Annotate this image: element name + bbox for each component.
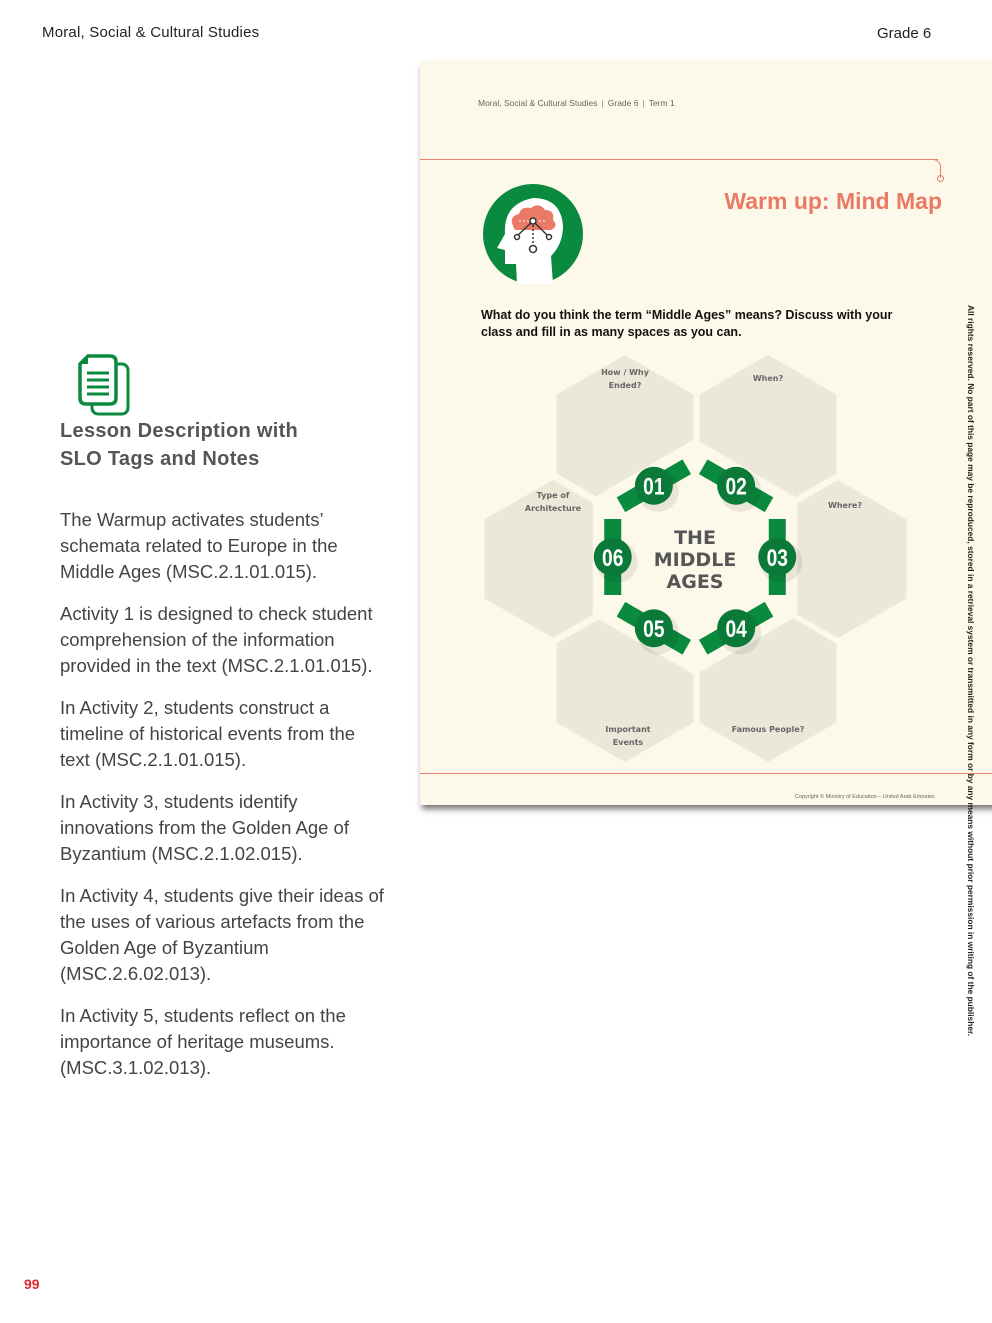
center-title: AGES [666,571,724,593]
badge-number: 06 [602,543,624,572]
badge-number: 05 [643,615,665,643]
center-title: THE [674,527,716,549]
hexagon-label: Where? [828,501,862,510]
lesson-descriptions [60,507,390,1097]
divider-dot [937,175,944,182]
mind-map-diagram [480,350,920,770]
copyright: Copyright © Ministry of Education – United Arab Emirates [795,794,935,800]
lesson-paragraph: In Activity 2, students construct a timeline of historical events from the text (MSC.2.1.01.015). [60,697,356,770]
center-title: MIDDLE [653,549,737,571]
page-number: 99 [24,1276,40,1292]
lesson-paragraph: Activity 1 is designed to check student comprehension of the information provided in the text (MSC.2.1.01.015). [60,603,373,676]
hexagon-label: When? [752,374,784,383]
hexagon-label: Type of Architecture [524,491,582,513]
breadcrumb-term: Term 1 [648,98,675,108]
badge-number: 03 [766,543,788,572]
footer-divider [420,773,992,774]
lesson-paragraph: In Activity 3, students identify innovations from the Golden Age of Byzantium (MSC.2.1.02.015). [60,791,349,864]
header-subject: Moral, Social & Cultural Studies [42,24,260,41]
badge-number: 02 [725,472,747,501]
breadcrumb: Moral, Social & Cultural Studies | Grade 6 | Term 1 [478,98,675,108]
hexagon-label: How / Why Ended? [601,368,649,390]
breadcrumb-subject: Moral, Social & Cultural Studies [478,98,598,108]
divider [420,159,938,160]
lesson-title [60,417,298,473]
hexagon-label: Famous People? [731,725,805,734]
document-icon [78,354,130,416]
rights-text: All rights reserved. No part of this page may be reproduced, stored in a retrieval system or transmitted in any form or by any means without prior permission in writing of the publisher. [966,305,976,1037]
lesson-title-line: Lesson Description with [60,420,299,442]
section-title: Warm up: Mind Map [724,188,942,214]
lesson-paragraph: In Activity 4, students give their ideas of the uses of various artefacts from the Golden Age of Byzantium (MSC.2.6.02.013). [60,885,384,984]
rights-notice [962,305,978,1057]
mind-head-icon [483,184,583,284]
lesson-paragraph: The Warmup activates students’ schemata related to Europe in the Middle Ages (MSC.2.1.01.015). [60,509,338,582]
header-grade: Grade 6 [877,25,932,42]
badge-number: 01 [643,472,665,501]
lesson-title-line: SLO Tags and Notes [60,448,260,470]
warmup-question: What do you think the term “Middle Ages” means? Discuss with your class and fill in as many spaces as you can. [481,308,893,339]
badge-number: 04 [725,615,747,643]
student-book-page-preview [420,60,992,805]
breadcrumb-grade: Grade 6 [607,98,639,108]
lesson-paragraph: In Activity 5, students reflect on the importance of heritage museums. (MSC.3.1.02.013). [60,1005,346,1078]
hexagon-label: Important Events [605,725,651,747]
